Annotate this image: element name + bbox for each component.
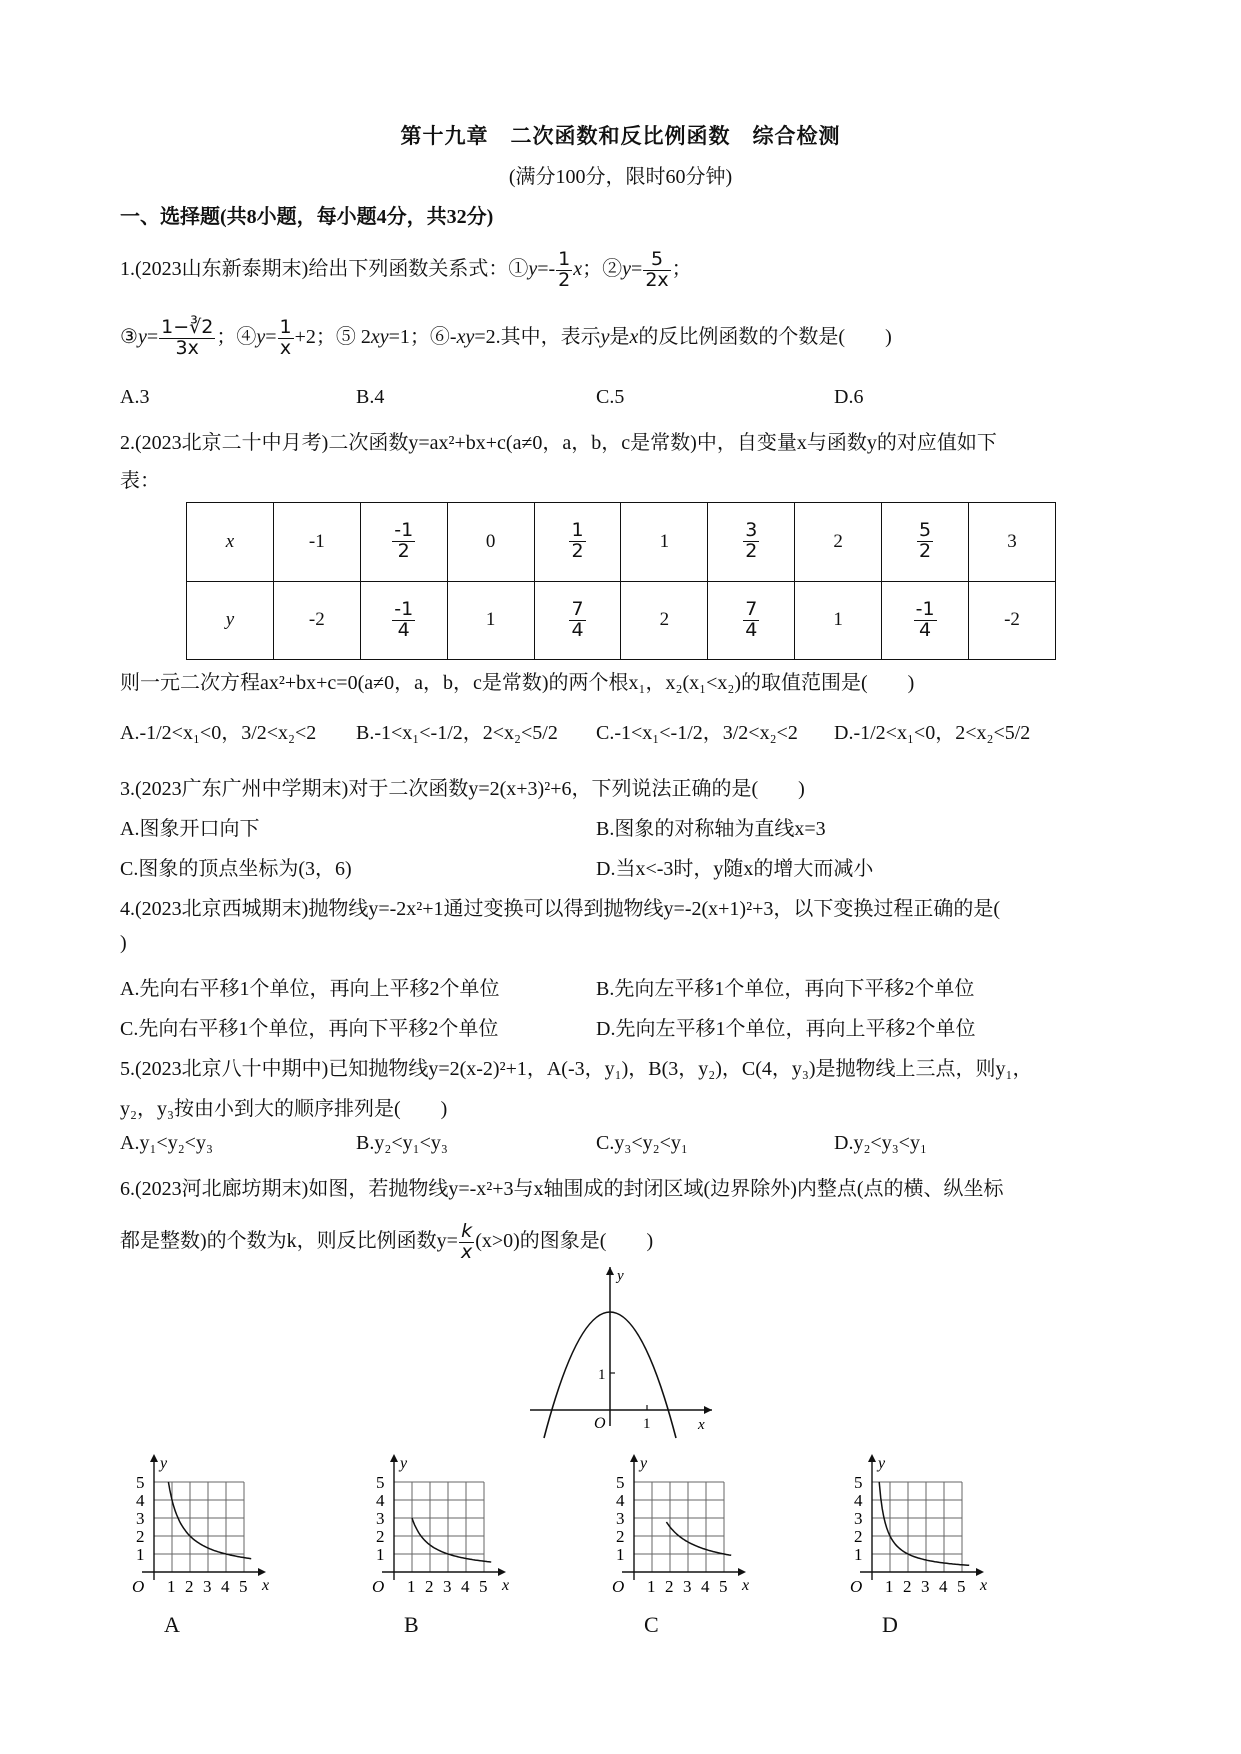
y-tick-label: 3 [136, 1509, 145, 1528]
x-axis-label: x [698, 1417, 705, 1433]
table-cell: $\frac{5}{2}$ [882, 503, 969, 582]
q4-option-c[interactable]: C.先向右平移1个单位，再向下平移2个单位 [120, 1018, 499, 1040]
origin-label: O [132, 1577, 145, 1596]
y-axis-arrow [606, 1267, 614, 1275]
table-cell: $\frac{7}{4}$ [708, 581, 795, 660]
x-tick-label: 3 [683, 1577, 692, 1596]
answer-graph-label-d: D [882, 1612, 898, 1637]
y-tick-label: 5 [616, 1473, 625, 1492]
q2-option-c[interactable]: C.-1<x₁<-1/2，3/2<x₂<2 [596, 722, 798, 744]
q2-value-table [186, 502, 1056, 660]
table-cell: -2 [969, 581, 1056, 660]
y-tick-label: 1 [616, 1545, 625, 1564]
answer-graph-a[interactable] [118, 1432, 270, 1597]
x-tick-label: 4 [461, 1577, 470, 1596]
y-tick-label: 1 [854, 1545, 863, 1564]
table-cell: 1 [795, 581, 882, 660]
q3-option-d[interactable]: D.当x<-3时，y随x的增大而减小 [596, 858, 874, 880]
x-tick-label: 4 [939, 1577, 948, 1596]
table-cell: 2 [621, 581, 708, 660]
q6-fraction: $\frac{k}{x}$ [460, 1220, 473, 1263]
y-tick-label: 5 [136, 1473, 145, 1492]
x-tick-label: 4 [701, 1577, 710, 1596]
hyperbola-curve [666, 1522, 731, 1555]
y-tick-label: 2 [854, 1527, 863, 1546]
table-header-y: y [187, 581, 274, 660]
q5-option-a[interactable]: A.y₁<y₂<y₃ [120, 1132, 213, 1154]
table-header-x: x [187, 503, 274, 582]
x-tick-label: 1 [643, 1416, 651, 1432]
page-subtitle: (满分100分，限时60分钟) [508, 166, 733, 188]
x-tick-label: 5 [719, 1577, 728, 1596]
q1-f1-y: y [528, 258, 538, 281]
x-axis-label: x [742, 1577, 750, 1594]
y-axis-label: y [160, 1455, 168, 1472]
q1-option-d[interactable]: D.6 [834, 386, 864, 408]
q2-question: 则一元二次方程ax²+bx+c=0(a≠0，a，b，c是常数)的两个根x₁，x₂(x₁<x₂)的取值范围是( ) [120, 672, 915, 694]
x-tick-label: 2 [185, 1577, 194, 1596]
table-cell: $\frac{7}{4}$ [534, 581, 621, 660]
q1-f4-fraction: $\frac{1}{x}$ [279, 316, 292, 359]
table-cell: -2 [273, 581, 360, 660]
hyperbola-curve [412, 1518, 491, 1562]
y-tick-label: 2 [616, 1527, 625, 1546]
x-tick-label: 1 [885, 1577, 894, 1596]
origin-label: O [594, 1415, 606, 1432]
y-axis-arrow [150, 1454, 158, 1462]
q3-option-b[interactable]: B.图象的对称轴为直线x=3 [596, 818, 826, 840]
y-tick-label: 4 [616, 1491, 625, 1510]
table-cell [360, 503, 447, 582]
y-axis-arrow [868, 1454, 876, 1462]
x-tick-label: 5 [479, 1577, 488, 1596]
y-tick-label: 2 [136, 1527, 145, 1546]
table-row-y [187, 581, 1056, 660]
x-axis-arrow [704, 1406, 712, 1414]
table-cell: 3 [969, 503, 1056, 582]
y-axis-label: y [640, 1455, 648, 1472]
q6-stem: 6.(2023河北廊坊期末)如图，若抛物线y=-x²+3与x轴围成的封闭区域(边界除外)内整点(点的横、纵坐标 [120, 1178, 1004, 1200]
y-tick-label: 1 [136, 1545, 145, 1564]
y-tick-label: 1 [376, 1545, 385, 1564]
y-axis-label: y [878, 1455, 886, 1472]
q1-option-a[interactable]: A.3 [120, 386, 150, 408]
q1-f1-fraction: $\frac{1}{2}$ [558, 248, 571, 291]
table-cell: 0 [447, 503, 534, 582]
y-tick-label: 5 [854, 1473, 863, 1492]
table-cell: 1 [447, 581, 534, 660]
q2-stem-line2: 表： [120, 470, 160, 492]
x-tick-label: 1 [647, 1577, 656, 1596]
x-axis-arrow [976, 1568, 984, 1576]
y-tick-label: 4 [376, 1491, 385, 1510]
y-tick-label: 2 [376, 1527, 385, 1546]
x-axis-label: x [980, 1577, 988, 1594]
q5-option-d[interactable]: D.y₂<y₃<y₁ [834, 1132, 927, 1154]
q2-option-d[interactable]: D.-1/2<x₁<0，2<x₂<5/2 [834, 722, 1031, 744]
x-tick-label: 5 [239, 1577, 248, 1596]
q5-option-c[interactable]: C.y₃<y₂<y₁ [596, 1132, 688, 1154]
table-cell: -1 [273, 503, 360, 582]
q3-option-c[interactable]: C.图象的顶点坐标为(3，6) [120, 858, 352, 880]
x-tick-label: 2 [425, 1577, 434, 1596]
q4-option-d[interactable]: D.先向左平移1个单位，再向上平移2个单位 [596, 1018, 976, 1040]
page-title: 第十九章 二次函数和反比例函数 综合检测 [400, 124, 841, 148]
q5-option-b[interactable]: B.y₂<y₁<y₃ [356, 1132, 448, 1154]
y-tick-label: 4 [854, 1491, 863, 1510]
q1-f3-marker: ③ [120, 326, 138, 349]
x-tick-label: 5 [957, 1577, 966, 1596]
y-tick-label: 3 [376, 1509, 385, 1528]
q5-stem-cont: y₂，y₃按由小到大的顺序排列是( ) [120, 1098, 448, 1120]
q1-line2: ③y= $\frac{1-∛2}{3x}$ ；④y= $\frac{1}{x}$ +2；⑤ 2xy=1；⑥-xy=2.其中，表示y是x的反比例函数的个数是( ) [120, 316, 892, 359]
y-tick-label: 3 [854, 1509, 863, 1528]
q1-f1-eq: =- [537, 258, 556, 281]
q1-f3-fraction: $\frac{1-∛2}{3x}$ [161, 316, 214, 359]
y-tick-label: 4 [136, 1491, 145, 1510]
q4-stem-cont: ) [120, 932, 127, 954]
q6-parabola-graph [520, 1262, 720, 1432]
y-axis-arrow [630, 1454, 638, 1462]
q2-option-a[interactable]: A.-1/2<x₁<0，3/2<x₂<2 [120, 722, 317, 744]
origin-label: O [372, 1577, 385, 1596]
q6-stem-cont: 都是整数)的个数为k，则反比例函数y= $\frac{k}{x}$ (x>0)的图象是( ) [120, 1220, 654, 1263]
table-cell: $\frac{-1}{4}$ [882, 581, 969, 660]
hyperbola-curve [879, 1482, 969, 1565]
y-axis-label: y [617, 1268, 624, 1284]
q1-f6-marker: ⑥- [429, 326, 457, 349]
x-tick-label: 3 [443, 1577, 452, 1596]
y-axis-label: y [400, 1455, 408, 1472]
x-tick-label: 3 [921, 1577, 930, 1596]
x-axis-arrow [258, 1568, 266, 1576]
q3-option-a[interactable]: A.图象开口向下 [120, 818, 260, 840]
table-cell: $\frac{1}{2}$ [534, 503, 621, 582]
hyperbola-curve [168, 1482, 251, 1559]
q1-f2-marker: ② [602, 258, 623, 281]
x-axis-arrow [498, 1568, 506, 1576]
x-axis-label: x [502, 1577, 510, 1594]
q4-option-b[interactable]: B.先向左平移1个单位，再向下平移2个单位 [596, 978, 975, 1000]
answer-graph-label-a: A [164, 1612, 180, 1637]
origin-label: O [612, 1577, 625, 1596]
x-tick-label: 3 [203, 1577, 212, 1596]
q5-stem: 5.(2023北京八十中期中)已知抛物线y=2(x-2)²+1，A(-3，y₁)，B(3，y₂)，C(4，y₃)是抛物线上三点，则y₁， [120, 1058, 1033, 1080]
x-tick-label: 1 [167, 1577, 176, 1596]
table-cell: $\frac{-1}{4}$ [360, 581, 447, 660]
q2-stem-line1: 2.(2023北京二十中月考)二次函数y=ax²+bx+c(a≠0，a，b，c是常数)中，自变量x与函数y的对应值如下 [120, 432, 997, 454]
x-tick-label: 1 [407, 1577, 416, 1596]
answer-graph-c[interactable] [598, 1432, 750, 1597]
origin-label: O [850, 1577, 863, 1596]
q1-f5-marker: ⑤ 2 [335, 326, 371, 349]
q3-stem: 3.(2023广东广州中学期末)对于二次函数y=2(x+3)²+6，下列说法正确的是( ) [120, 778, 805, 800]
q4-option-a[interactable]: A.先向右平移1个单位，再向上平移2个单位 [120, 978, 500, 1000]
table-cell: $\frac{3}{2}$ [708, 503, 795, 582]
q1-option-b[interactable]: B.4 [356, 386, 385, 408]
q1-line1: 1.(2023山东新泰期末)给出下列函数关系式：①y=- $\frac{1}{2}$ x；②y= $\frac{5}{2x}$ ； [120, 248, 692, 291]
table-row-x [187, 503, 1056, 582]
y-tick-label: 5 [376, 1473, 385, 1492]
x-tick-label: 4 [221, 1577, 230, 1596]
table-cell: 2 [795, 503, 882, 582]
frac-neg-half: $\frac{-1}{2}$ [394, 519, 414, 563]
q1-f1-marker: ① [508, 258, 529, 281]
answer-graph-label-b: B [404, 1612, 419, 1637]
q1-intro: 1.(2023山东新泰期末)给出下列函数关系式： [120, 258, 509, 281]
answer-graph-label-c: C [644, 1612, 659, 1637]
answer-graph-b[interactable] [358, 1432, 510, 1597]
section-heading: 一、选择题(共8小题，每小题4分，共32分) [120, 206, 494, 228]
y-axis-arrow [390, 1454, 398, 1462]
q1-f4-marker: ④ [236, 326, 257, 349]
x-tick-label: 2 [665, 1577, 674, 1596]
q2-option-b[interactable]: B.-1<x₁<-1/2，2<x₂<5/2 [356, 722, 558, 744]
y-tick-label: 3 [616, 1509, 625, 1528]
q4-stem: 4.(2023北京西城期末)抛物线y=-2x²+1通过变换可以得到抛物线y=-2(x+1)²+3，以下变换过程正确的是( [120, 898, 1001, 920]
q1-option-c[interactable]: C.5 [596, 386, 625, 408]
table-cell: 1 [621, 503, 708, 582]
x-tick-label: 2 [903, 1577, 912, 1596]
y-tick-label: 1 [598, 1367, 606, 1383]
x-axis-arrow [738, 1568, 746, 1576]
x-axis-label: x [262, 1577, 270, 1594]
q1-f1-x: x [573, 258, 583, 281]
answer-graph-d[interactable] [836, 1432, 988, 1597]
q1-f2-fraction: $\frac{5}{2x}$ [645, 248, 669, 291]
